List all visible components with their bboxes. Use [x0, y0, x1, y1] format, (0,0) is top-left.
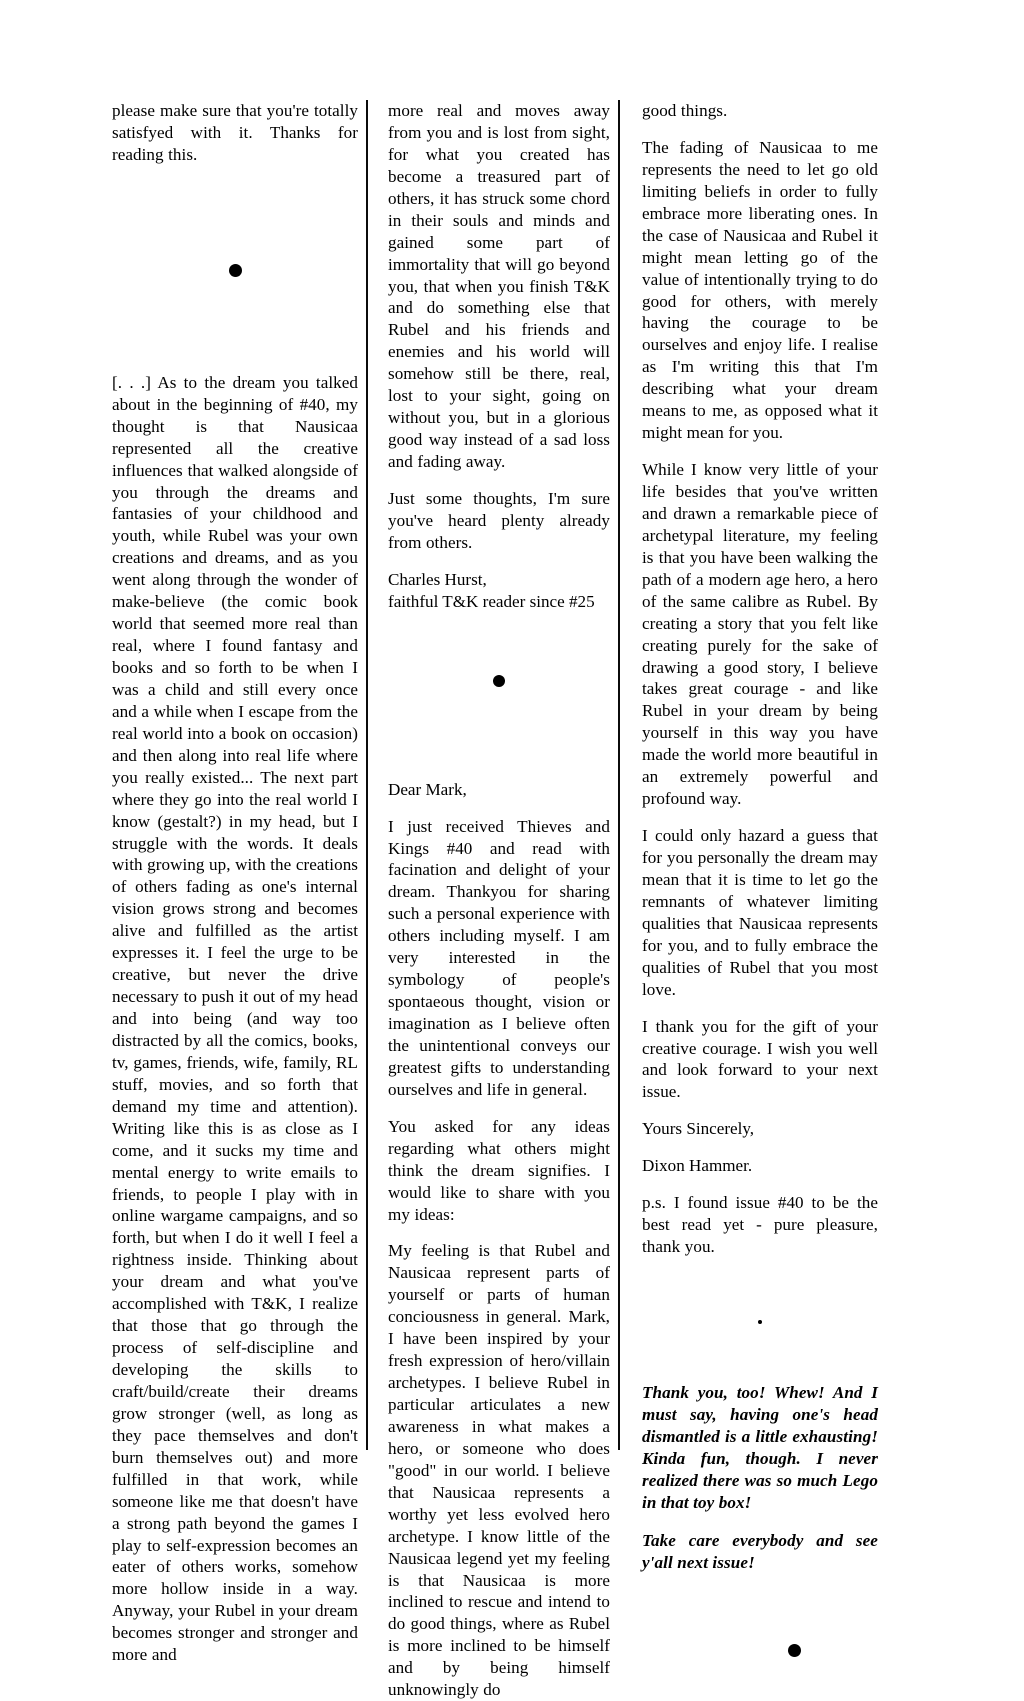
postscript: p.s. I found issue #40 to be the best read yet - pure pleasure, thank you. — [642, 1193, 878, 1257]
three-column-text-body — [112, 100, 912, 1700]
paragraph: more real and moves away from you and is lost from sight, for what you created has become a treasured part of others, it has struck some chord in their souls and minds and gained some part of immortality that will go beyond you, that when you finish T&K and do something else that Rubel and his friends and enemies and his world will somehow still be there, real, lost to your sight, going on without you, but in a glorious good way instead of a sad loss and fading away. — [388, 101, 610, 471]
bullet-icon — [758, 1320, 762, 1324]
paragraph: While I know very little of your life besides that you've written and drawn a remarkable piece of archetypal literature, my feeling is that you have been walking the path of a modern age hero, a hero of the same calibre as Rubel. By creating a story that you felt like creating purely for the sake of drawing a good story, I believe takes great courage - and like Rubel in your dream by being yourself in this way you have made the world more beautiful in an extremely powerful and profound way. — [642, 460, 878, 809]
bullet-separator — [112, 264, 372, 277]
paragraph: You asked for any ideas regarding what others might think the dream signifies. I would like to share with you my ideas: — [388, 1116, 610, 1224]
column-two — [368, 100, 618, 1700]
bullet-icon — [229, 264, 242, 277]
signature-name: Dixon Hammer. — [642, 1156, 753, 1176]
paragraph: I just received Thieves and Kings #40 and read with facination and delight of your dream. Thankyou for sharing such a personal experience with others including myself. I am very interested in the symbology of people's spontaeous thought, vision or imagination as I believe often the unintentional conveys our greatest gifts to understanding ourselves and life in general. — [388, 816, 610, 1099]
paragraph: please make sure that you're totally satisfyed with it. Thanks for reading this. — [112, 101, 358, 164]
letter-signature-line — [388, 569, 610, 613]
paragraph: Just some thoughts, I'm sure you've heard plenty already from others. — [388, 488, 610, 552]
column-three — [620, 100, 878, 1572]
paragraph: My feeling is that Rubel and Nausicaa represent parts of yourself or parts of human conciousness in general. Mark, I have been inspired by your fresh expression of hero/villain archetypes. I believe Rubel in particular articulates a new awareness in what makes a hero, or someone who does "good" in our world. I believe that Nausicaa represents a worthy yet less evolved hero archetype. I know little of the Nausicaa legend yet my feeling is that Nausicaa is more inclined to rescue and intend to do good things, where as Rubel is more inclined to be himself and by being himself unknowingly do — [388, 1241, 610, 1700]
column-one — [112, 100, 366, 1665]
paragraph: good things. — [642, 101, 728, 120]
editor-reply-paragraph: Thank you, too! Whew! And I must say, having one's head dismantled is a little exhausting! Kinda fun, though. I never realized there was so much Lego in that toy box! — [642, 1383, 878, 1512]
bullet-separator — [388, 675, 610, 687]
signature-detail: faithful T&K reader since #25 — [388, 591, 595, 611]
bullet-separator — [642, 1644, 912, 1657]
paragraph: The fading of Nausicaa to me represents the need to let go old limiting beliefs in order to fully embrace more liberating ones. In the case of Nausicaa and Rubel it might mean letting go of the value of intentionally trying to do good for others, with merely having the courage to be ourselves and enjoy life. I realise as I'm writing this that I'm describing what your dream means to me, as opposed what it might mean for you. — [642, 137, 878, 443]
paragraph: I could only hazard a guess that for you personally the dream may mean that it is time to let go the remnants of whatever limiting qualities that Nausicaa represents for you, and to fully embrace the qualities of Rubel that you most love. — [642, 826, 878, 999]
paragraph: I thank you for the gift of your creative courage. I wish you well and look forward to your next issue. — [642, 1016, 878, 1102]
editor-reply-paragraph: Take care everybody and see y'all next issue! — [642, 1530, 878, 1572]
signature-name: Charles Hurst, — [388, 569, 487, 589]
bullet-icon — [788, 1644, 801, 1657]
letter-closing: Yours Sincerely, — [642, 1119, 755, 1139]
paragraph: [. . .] As to the dream you talked about in the beginning of #40, my thought is that Nausicaa represented all the creative influences that walked alongside of you through the dreams and fantasies of your childhood and youth, while Rubel was your own creations and dreams, and as you went along through the wonder of make-believe (the comic book world that seemed more real than real, where I found fantasy and books and so forth to be when I was a child and still every once and a while when I escape from the real world into a book on occasion) and then along into real life where you really existed... The next part where they go into the real world I know (gestalt?) in my head, but I struggle with the words. It deals with growing up, with the creations of others fading as one's internal vision grows strong and becomes alive and fulfilled as the artist expresses it. I feel the urge to be creative, but never the drive necessary to push it out of my head and into being (and way too distracted by all the comics, books, tv, games, friends, wife, family, RL stuff, movies, and so forth that demand my time and attention). Writing like this is as close as I come, and it sucks my time and mental energy to write emails to friends, to people I play with in online wargame campaigns, and so forth, but when I do it well I feel a rightness inside. Thinking about your dream and what you've accomplished with T&K, I realize that those that go through the process of self-discipline and developing the skills to craft/build/create their dreams grow stronger (well, as long as they pace themselves and don't burn themselves out) and more fulfilled in that work, while someone like me that doesn't have a strong path beyond the games I play to self-expression becomes an eater of others works, somehow more hollow inside in a way. Anyway, your Rubel in your dream becomes stronger and stronger and more and — [112, 372, 358, 1665]
letter-salutation: Dear Mark, — [388, 779, 467, 799]
small-bullet-separator — [642, 1320, 892, 1324]
bullet-icon — [493, 675, 505, 687]
